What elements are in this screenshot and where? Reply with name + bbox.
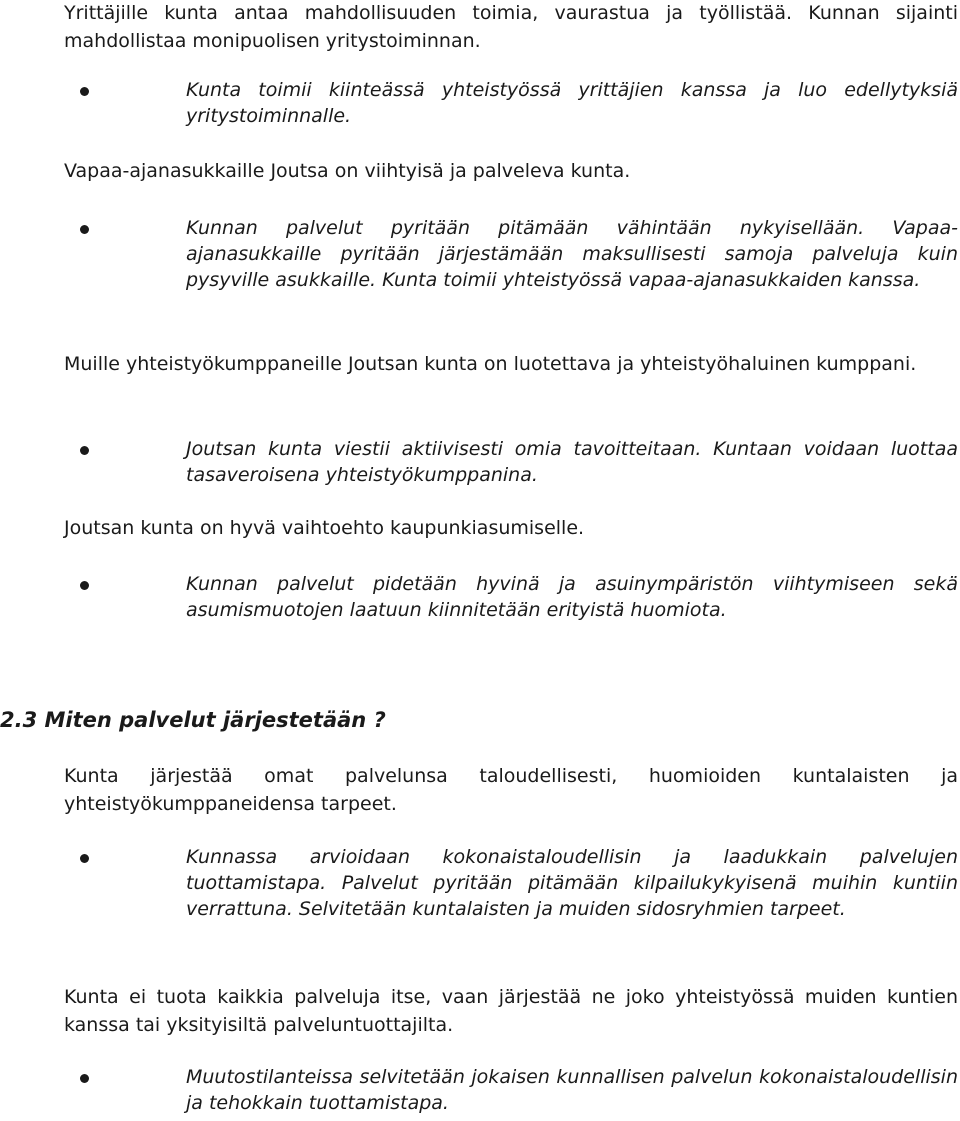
bullet-leisure-services: Kunnan palvelut pyritään pitämään vähintään nykyisellään. Vapaa-ajanasukkaille pyritään järjestämään maksullisesti samoja palveluja kuin pysyville asukkaille. Kunta toimii yhteistyössä vapaa-ajanasukkaiden kanssa.: [186, 217, 958, 291]
bullet-icon: [80, 581, 89, 590]
bullet-living-environment: Kunnan palvelut pidetään hyvinä ja asuinympäristön viihtymiseen sekä asumismuotojen laatuun kiinnitetään erityistä huomiota.: [186, 573, 958, 621]
bullet-icon: [80, 87, 89, 96]
bullet-icon: [80, 854, 89, 863]
paragraph-leisure-residents: Vapaa-ajanasukkaille Joutsa on viihtyisä ja palveleva kunta.: [64, 160, 631, 182]
paragraph-partners: Muille yhteistyökumppaneille Joutsan kunta on luotettava ja yhteistyöhaluinen kumppani.: [64, 353, 917, 375]
paragraph-services-economy: Kunta järjestää omat palvelunsa taloudellisesti, huomioiden kuntalaisten ja yhteistyökumppaneidensa tarpeet.: [64, 765, 958, 815]
bullet-communication: Joutsan kunta viestii aktiivisesti omia tavoitteitaan. Kuntaan voidaan luottaa tasaveroisena yhteistyökumppanina.: [186, 438, 958, 486]
bullet-icon: [80, 225, 89, 234]
section-heading: 2.3 Miten palvelut järjestetään ?: [0, 708, 386, 732]
paragraph-service-providers: Kunta ei tuota kaikkia palveluja itse, vaan järjestää ne joko yhteistyössä muiden kuntien kanssa tai yksityisiltä palveluntuottajilta.: [64, 986, 958, 1036]
paragraph-entrepreneurs: Yrittäjille kunta antaa mahdollisuuden toimia, vaurastua ja työllistää. Kunnan sijainti mahdollistaa monipuolisen yritystoiminnan.: [64, 2, 958, 52]
bullet-change-situations: Muutostilanteissa selvitetään jokaisen kunnallisen palvelun kokonaistaloudellisin ja tehokkain tuottamistapa.: [186, 1066, 958, 1114]
bullet-cooperation-entrepreneurs: Kunta toimii kiinteässä yhteistyössä yrittäjien kanssa ja luo edellytyksiä yritystoiminnalle.: [186, 79, 958, 127]
bullet-evaluation: Kunnassa arvioidaan kokonaistaloudellisin ja laadukkain palvelujen tuottamistapa. Palvelut pyritään pitämään kilpailukykyisenä muihin kuntiin verrattuna. Selvitetään kuntalaisten ja muiden sidosryhmien tarpeet.: [186, 846, 958, 920]
paragraph-city-alternative: Joutsan kunta on hyvä vaihtoehto kaupunkiasumiselle.: [64, 517, 585, 539]
bullet-icon: [80, 1074, 89, 1083]
bullet-icon: [80, 446, 89, 455]
